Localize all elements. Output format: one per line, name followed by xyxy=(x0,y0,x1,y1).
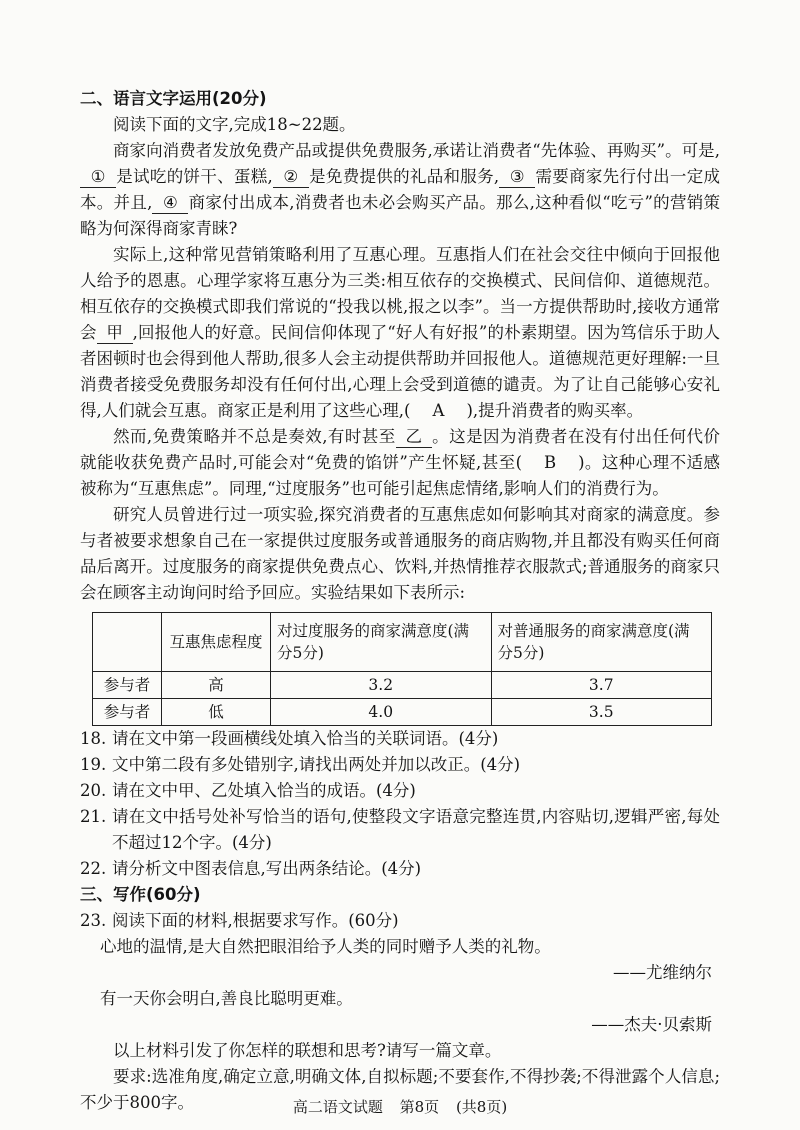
paragraph-1 xyxy=(80,138,720,242)
blank-jia: 甲 xyxy=(97,323,133,344)
question-text: 请在文中甲、乙处填入恰当的成语。(4分) xyxy=(112,781,416,800)
quote-2-author: ——杰夫·贝索斯 xyxy=(591,1015,712,1034)
question-number: 18. xyxy=(80,729,107,748)
table-header-cell: 对过度服务的商家满意度(满分5分) xyxy=(271,613,492,672)
p1-text-e: 商家付出成本,消费者也未必会购买产品。那么,这种看似“吃亏”的营销策略为何深得商家青睐? xyxy=(80,193,720,238)
table-header-row xyxy=(93,613,712,672)
question-19 xyxy=(80,752,720,778)
table-header-cell: 互惠焦虑程度 xyxy=(162,613,271,672)
table-cell: 低 xyxy=(162,699,271,726)
table-cell: 3.2 xyxy=(271,672,492,699)
question-text: 文中第二段有多处错别字,请找出两处并加以改正。(4分) xyxy=(112,755,521,774)
paragraph-2 xyxy=(80,242,720,424)
paragraph-3 xyxy=(80,424,720,502)
quote-2: 有一天你会明白,善良比聪明更难。 xyxy=(100,989,353,1008)
footer-page: 第8页 xyxy=(399,1098,440,1116)
question-18 xyxy=(80,726,720,752)
writing-requirements: 要求:选准角度,确定立意,明确文体,自拟标题;不要套作,不得抄袭;不得泄露个人信息;不少于800字。 xyxy=(80,1067,720,1112)
table-row xyxy=(93,672,712,699)
table-header-cell xyxy=(93,613,162,672)
page-footer xyxy=(0,1094,800,1120)
table-cell: 3.7 xyxy=(491,672,712,699)
p2-text-c: ),提升消费者的购买率。 xyxy=(466,401,644,420)
table-cell: 参与者 xyxy=(93,672,162,699)
section3-title: 三、写作(60分) xyxy=(80,885,201,904)
question-text: 请在文中第一段画横线处填入恰当的关联词语。(4分) xyxy=(112,729,499,748)
paren-a: A xyxy=(432,401,445,420)
question-number: 23. xyxy=(80,911,107,930)
question-text: 阅读下面的材料,根据要求写作。(60分) xyxy=(112,911,399,930)
table-row xyxy=(93,699,712,726)
question-number: 20. xyxy=(80,781,107,800)
blank-3: ③ xyxy=(499,167,535,188)
p2-text-b: ,回报他人的好意。民间信仰体现了“好人有好报”的朴素期望。因为笃信乐于助人者困顿时也会得到他人帮助,很多人会主动提供帮助并回报他人。道德规范更好理解:一旦消费者接受免费服务却没有任何付出,心理上会受到道德的谴责。为了让自己能够心安礼得,人们就会互惠。商家正是利用了这些心理,( xyxy=(80,323,720,420)
section2-title: 二、语言文字运用(20分) xyxy=(80,89,267,108)
question-21 xyxy=(80,804,720,856)
footer-total: (共8页) xyxy=(455,1098,508,1116)
table-cell: 参与者 xyxy=(93,699,162,726)
p2-text-a: 实际上,这种常见营销策略利用了互惠心理。互惠指人们在社会交往中倾向于回报他人给予的恩惠。心理学家将互惠分为三类:相互依存的交换模式、民间信仰、道德规范。相互依存的交换模式即我们常说的“投我以桃,报之以李”。当一方提供帮助时,接收方通常会 xyxy=(80,245,720,342)
blank-4: ④ xyxy=(152,193,188,214)
table-cell: 高 xyxy=(162,672,271,699)
question-number: 22. xyxy=(80,859,107,878)
instruction: 阅读下面的文字,完成18~22题。 xyxy=(113,115,356,134)
question-number: 19. xyxy=(80,755,107,774)
paragraph-4: 研究人员曾进行过一项实验,探究消费者的互惠焦虑如何影响其对商家的满意度。参与者被要求想象自己在一家提供过度服务或普通服务的商店购物,并且都没有购买任何商品后离开。过度服务的商家提供免费点心、饮料,并热情推荐衣服款式;普通服务的商家只会在顾客主动询问时给予回应。实验结果如下表所示: xyxy=(80,505,720,602)
question-text: 请在文中括号处补写恰当的语句,使整段文字语意完整连贯,内容贴切,逻辑严密,每处不超过12个字。(4分) xyxy=(112,807,720,852)
quote-1-author: ——尤维纳尔 xyxy=(613,963,712,982)
question-20 xyxy=(80,778,720,804)
results-table xyxy=(92,612,712,726)
table-cell: 4.0 xyxy=(271,699,492,726)
question-number: 21. xyxy=(80,807,107,826)
blank-1: ① xyxy=(80,167,116,188)
question-23 xyxy=(80,908,720,934)
quote-1: 心地的温情,是大自然把眼泪给予人类的同时赠予人类的礼物。 xyxy=(100,937,551,956)
question-22 xyxy=(80,856,720,882)
question-text: 请分析文中图表信息,写出两条结论。(4分) xyxy=(112,859,422,878)
p3-text-c: )。这种心理不适感被称为“互惠焦虑”。同理,“过度服务”也可能引起焦虑情绪,影响人们的消费行为。 xyxy=(80,453,720,498)
blank-2: ② xyxy=(273,167,309,188)
p1-text-c: 是免费提供的礼品和服务, xyxy=(308,167,500,186)
writing-prompt: 以上材料引发了你怎样的联想和思考?请写一篇文章。 xyxy=(113,1041,502,1060)
p1-text-d: 需要商家先行付出一定成本。并且, xyxy=(80,167,721,212)
footer-subject: 高二语文试题 xyxy=(292,1098,383,1116)
blank-yi: 乙 xyxy=(396,427,432,448)
paren-b: B xyxy=(543,453,557,472)
p1-text-b: 是试吃的饼干、蛋糕, xyxy=(116,167,273,186)
table-header-cell: 对普通服务的商家满意度(满分5分) xyxy=(491,613,712,672)
p3-text-b: 。这是因为消费者在没有付出任何代价就能收获免费产品时,可能会对“免费的馅饼”产生怀疑,甚至( xyxy=(80,427,720,472)
p1-text-a: 商家向消费者发放免费产品或提供免费服务,承诺让消费者“先体验、再购买”。可是, xyxy=(113,141,720,160)
p3-text-a: 然而,免费策略并不总是奏效,有时甚至 xyxy=(113,427,396,446)
exam-page xyxy=(80,86,720,1116)
table-cell: 3.5 xyxy=(491,699,712,726)
